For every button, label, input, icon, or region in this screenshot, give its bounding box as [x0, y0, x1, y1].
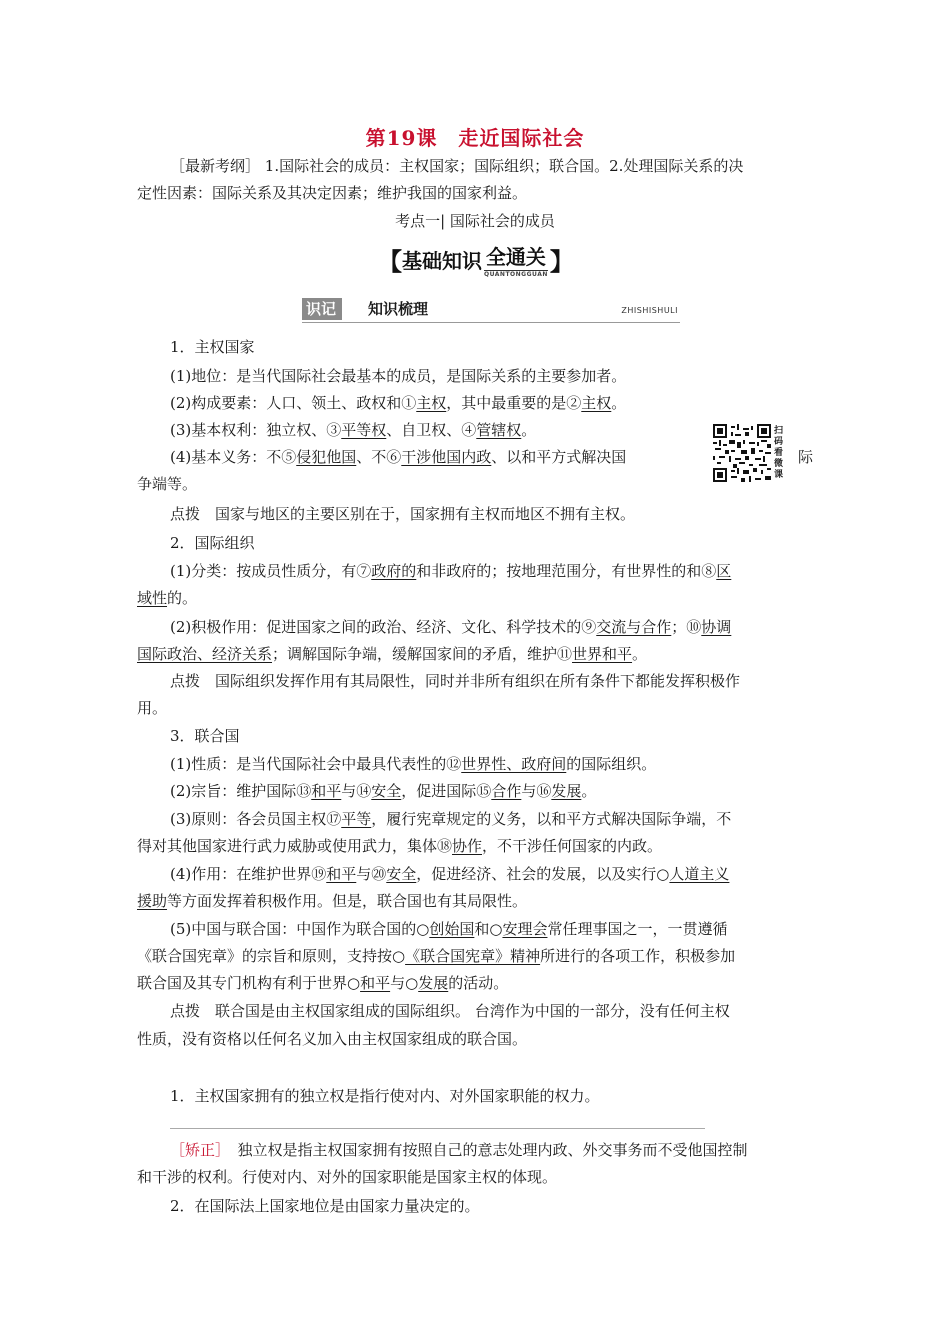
- question-2: 2．在国际法上国家地位是由国家力量决定的。: [170, 1197, 480, 1215]
- s3-p4-cont: 援助等方面发挥着积极作用。但是，联合国也有其局限性。: [137, 892, 528, 910]
- banner-sub-big: 全通关: [485, 244, 546, 269]
- s3-p5-cont-1: 《联合国宪章》的宗旨和原则，支持按○《联合国宪章》精神所进行的各项工作，积极参加: [137, 947, 736, 965]
- s3-p3: (3)原则：各会员国主权⑰平等，履行宪章规定的义务，以和平方式解决国际争端，不: [170, 810, 732, 828]
- s3-p3-cont: 得对其他国家进行武力威胁或使用武力，集体⑱协作，不干涉任何国家的内政。: [137, 837, 663, 855]
- section-name: 知识梳理: [368, 300, 429, 318]
- s3-p5: (5)中国与联合国：中国作为联合国的○创始国和○安理会常任理事国之一，一贯遵循: [170, 920, 728, 938]
- banner-sub-small: QUANTONGGUAN: [484, 270, 548, 278]
- outline-text-1: 1.国际社会的成员：主权国家；国际组织；联合国。2.处理国际关系的决: [264, 157, 744, 175]
- s2-p2-cont: 国际政治、经济关系；调解国际争端，缓解国家间的矛盾，维护⑪世界和平。: [137, 645, 648, 663]
- s3-head: 3．联合国: [170, 727, 240, 745]
- banner-sub: [484, 241, 548, 278]
- s1-p4: (4)基本义务：不⑤侵犯他国、不⑥干涉他国内政、以和平方式解决国: [170, 448, 627, 466]
- s1-p4-cont: 争端等。: [137, 475, 198, 493]
- s3-tip-2: 性质，没有资格以任何名义加入由主权国家组成的联合国。: [137, 1030, 528, 1048]
- s1-p4-tail: 际: [798, 448, 814, 466]
- qr-code-icon[interactable]: [713, 424, 771, 482]
- correction-label: ［矫正］: [170, 1141, 223, 1159]
- section-eng: ZHISHISHULI: [621, 306, 678, 315]
- outline-label: ［最新考纲］: [170, 157, 261, 175]
- s3-tip-1: 点拨 联合国是由主权国家组成的国际组织。 台湾作为中国的一部分，没有任何主权: [170, 1002, 730, 1020]
- answer-divider: [170, 1128, 705, 1129]
- banner: [378, 244, 574, 278]
- s2-tip-1: 点拨 国际组织发挥作用有其局限性，同时并非所有组织在所有条件下都能发挥积极作: [170, 672, 741, 690]
- s1-tip: 点拨 国家与地区的主要区别在于，国家拥有主权而地区不拥有主权。: [170, 505, 636, 523]
- s1-p3: (3)基本权利：独立权、③平等权、自卫权、④管辖权。: [170, 421, 537, 439]
- s1-p1: (1)地位：是当代国际社会最基本的成员，是国际关系的主要参加者。: [170, 367, 627, 385]
- s3-p4: (4)作用：在维护世界⑲和平与⑳安全，促进经济、社会的发展，以及实行○人道主义: [170, 865, 730, 883]
- s3-p5-cont-2: 联合国及其专门机构有利于世界○和平与○发展的活动。: [137, 974, 509, 992]
- s2-p2: (2)积极作用：促进国家之间的政治、经济、文化、科学技术的⑨交流与合作；⑩协调: [170, 618, 732, 636]
- outline-line-1: [137, 155, 743, 177]
- s3-p2: (2)宗旨：维护国际⑬和平与⑭安全，促进国际⑮合作与⑯发展。: [170, 782, 597, 800]
- s1-head: 1．主权国家: [170, 338, 255, 356]
- correction-line-2: 和干涉的权利。行使对内、对外的国家职能是国家主权的体现。: [137, 1168, 558, 1186]
- qr-label: 扫码看微课: [774, 426, 784, 480]
- banner-text: 基础知识: [402, 248, 482, 273]
- s2-p1-cont: 域性的。: [137, 589, 198, 607]
- question-1: 1．主权国家拥有的独立权是指行使对内、对外国家职能的权力。: [170, 1087, 600, 1105]
- s2-tip-2: 用。: [137, 699, 168, 717]
- banner-bracket-open: 【: [378, 247, 402, 276]
- s2-p1: (1)分类：按成员性质分，有⑦政府的和非政府的；按地理范围分，有世界性的和⑧区: [170, 562, 732, 580]
- banner-bracket-close: 】: [549, 247, 574, 276]
- section-bar: [302, 298, 680, 323]
- section-tag: 识记: [302, 298, 342, 320]
- s3-p1: (1)性质：是当代国际社会中最具代表性的⑫世界性、政府间的国际组织。: [170, 755, 657, 773]
- correction-line-1: ［矫正］ 独立权是指主权国家拥有按照自己的意志处理内政、外交事务而不受他国控制: [170, 1141, 748, 1159]
- outline-line-2: 定性因素：国际关系及其决定因素；维护我国的国家利益。: [137, 184, 528, 202]
- s1-p2: (2)构成要素：人口、领土、政权和①主权，其中最重要的是②主权。: [170, 394, 627, 412]
- s2-head: 2．国际组织: [170, 534, 255, 552]
- page-title: 第19课 走近国际社会: [365, 126, 585, 150]
- kaodian-heading: 考点一| 国际社会的成员: [395, 212, 555, 230]
